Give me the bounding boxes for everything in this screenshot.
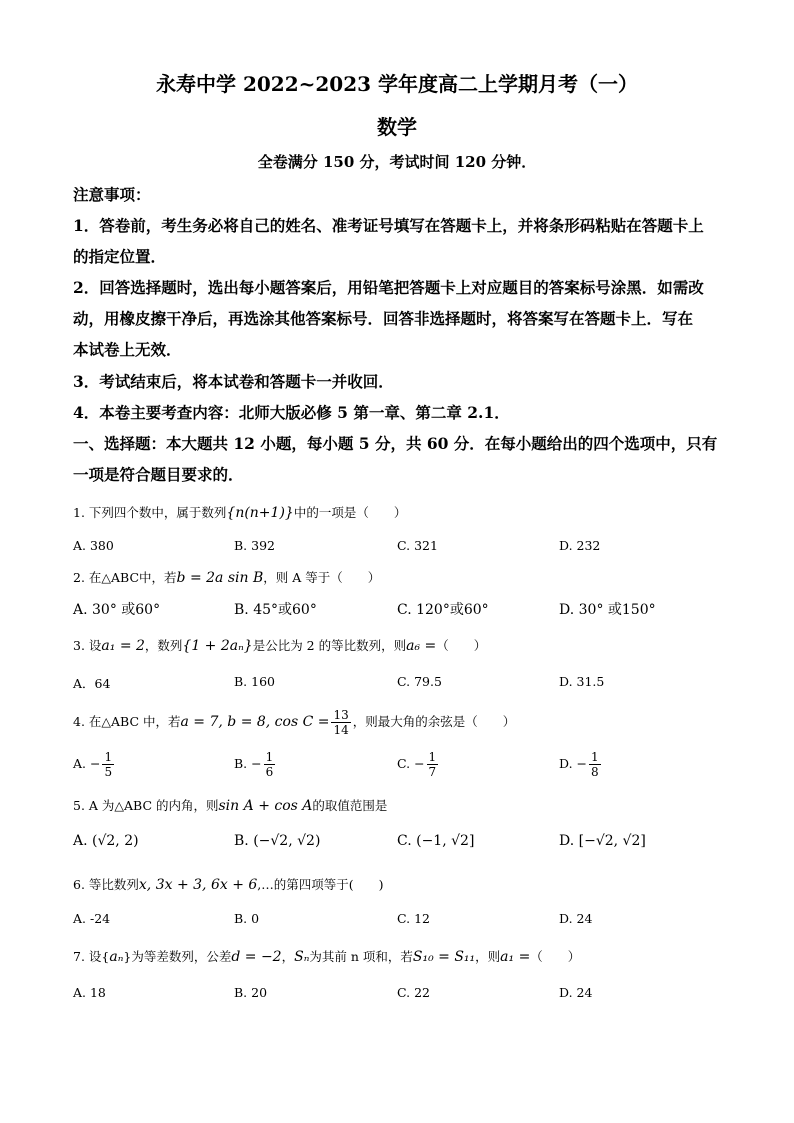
question-3-option-c: C. 79.5 bbox=[397, 674, 442, 689]
question-3-option-b: B. 160 bbox=[234, 674, 275, 689]
question-2-option-b: B. 45°或60° bbox=[234, 602, 317, 618]
subject-title: 数学 bbox=[377, 115, 417, 139]
question-3-stem: 3. 设a₁ = 2，数列{1 + 2aₙ}是公比为 2 的等比数列，则a₆ =（ ） bbox=[73, 638, 487, 654]
question-4-option-d: D. − $\frac{1}{8}$ bbox=[559, 750, 599, 779]
section-heading: 一、选择题：本大题共 12 小题，每小题 5 分，共 60 分．在每小题给出的四个选项中，只有 bbox=[73, 434, 718, 453]
notes-heading: 注意事项： bbox=[73, 185, 151, 204]
question-7-stem: 7. 设{aₙ}为等差数列，公差d = −2，Sₙ为其前 n 项和，若S₁₀ = S₁₁，则a₁ =（ ） bbox=[73, 949, 581, 965]
question-7-option-a: A. 18 bbox=[73, 985, 106, 1000]
question-2-option-c: C. 120°或60° bbox=[397, 602, 489, 618]
question-1-option-c: C. 321 bbox=[397, 538, 438, 553]
question-2-stem: 2. 在△ABC中，若b = 2a sin B，则 A 等于（ ） bbox=[73, 570, 381, 586]
question-4-option-a: A. − $\frac{1}{5}$ bbox=[73, 750, 113, 779]
question-7-option-b: B. 20 bbox=[234, 985, 268, 1000]
question-2-option-a: A. 30° 或60° bbox=[73, 602, 161, 618]
question-1-option-b: B. 392 bbox=[234, 538, 275, 553]
question-3-option-d: D. 31.5 bbox=[559, 674, 605, 689]
question-6-option-d: D. 24 bbox=[559, 911, 593, 926]
question-5-option-c: C. (−1, √2] bbox=[397, 833, 475, 849]
exam-title: 永寿中学 2022~2023 学年度高二上学期月考（一） bbox=[155, 72, 638, 96]
section-heading-cont: 一项是符合题目要求的． bbox=[73, 465, 244, 484]
question-4-option-b: B. − $\frac{1}{6}$ bbox=[234, 750, 274, 779]
question-1-stem: 1. 下列四个数中，属于数列{n(n+1)}中的一项是（ ） bbox=[73, 505, 407, 521]
question-3-option-a: A．64 bbox=[73, 676, 111, 691]
note-line: 动，用橡皮擦干净后，再选涂其他答案标号．回答非选择题时，将答案写在答题卡上．写在 bbox=[73, 309, 694, 328]
question-6-option-c: C. 12 bbox=[397, 911, 430, 926]
question-5-option-b: B. (−√2, √2) bbox=[234, 833, 321, 849]
question-4-stem: 4. 在△ABC 中，若a = 7, b = 8, cos C = $\frac{13}{14}$ ，则最大角的余弦是（ ） bbox=[73, 708, 516, 737]
question-6-stem: 6. 等比数列x, 3x + 3, 6x + 6,…的第四项等于( ) bbox=[73, 877, 384, 893]
question-1-option-a: A. 380 bbox=[73, 538, 114, 553]
note-line: 1．答卷前，考生务必将自己的姓名、准考证号填写在答题卡上，并将条形码粘贴在答题卡上 bbox=[73, 216, 704, 235]
question-4-option-c: C. − $\frac{1}{7}$ bbox=[397, 750, 437, 779]
question-2-option-d: D. 30° 或150° bbox=[559, 602, 656, 618]
note-line: 的指定位置． bbox=[73, 247, 167, 266]
note-line: 3．考试结束后，将本试卷和答题卡一并收回． bbox=[73, 372, 394, 391]
question-5-option-d: D. [−√2, √2] bbox=[559, 833, 646, 849]
question-6-option-b: B. 0 bbox=[234, 911, 260, 926]
question-6-option-a: A. -24 bbox=[73, 911, 111, 926]
note-line: 2．回答选择题时，选出每小题答案后，用铅笔把答题卡上对应题目的答案标号涂黑．如需改 bbox=[73, 278, 704, 297]
question-7-option-c: C. 22 bbox=[397, 985, 430, 1000]
question-5-stem: 5. A 为△ABC 的内角，则sin A + cos A的取值范围是 bbox=[73, 798, 388, 814]
question-1-option-d: D. 232 bbox=[559, 538, 601, 553]
question-7-option-d: D. 24 bbox=[559, 985, 593, 1000]
exam-info: 全卷满分 150 分，考试时间 120 分钟． bbox=[257, 153, 537, 171]
fraction: $\frac{13}{14}$ bbox=[333, 708, 349, 737]
note-line: 4．本卷主要考查内容：北师大版必修 5 第一章、第二章 2.1． bbox=[73, 403, 510, 422]
question-5-option-a: A. (√2, 2) bbox=[73, 833, 139, 849]
note-line: 本试卷上无效． bbox=[73, 340, 182, 359]
